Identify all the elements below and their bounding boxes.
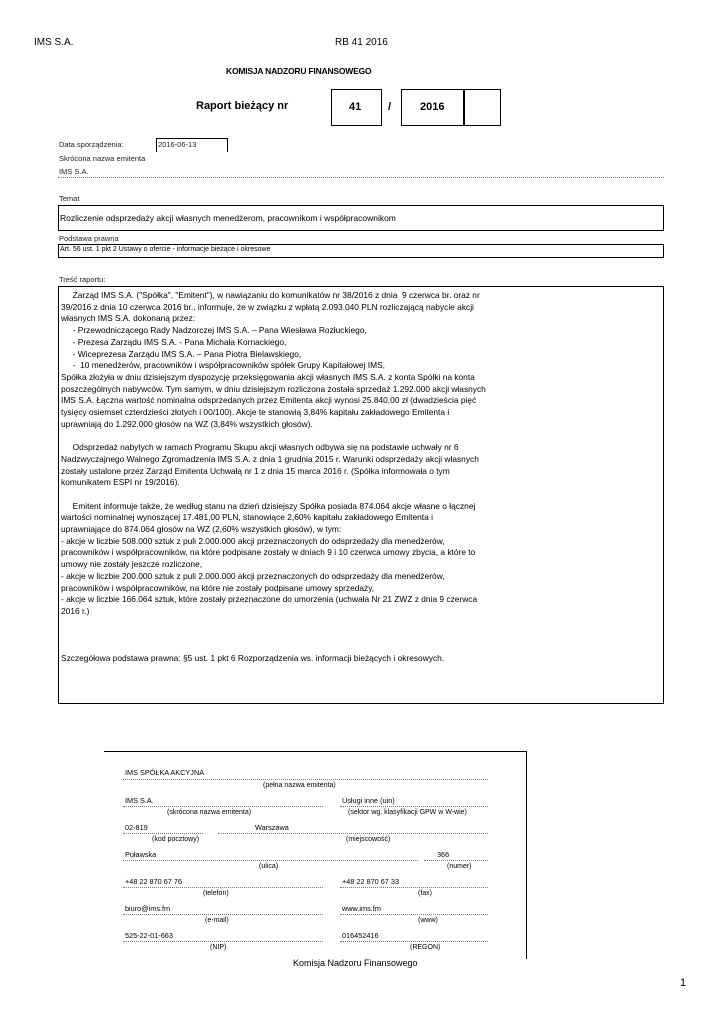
- content-line: tysięcy osiemset czterdzieści złotych i 00/100). Akcje te stanowią 3,84% kapitału zakładowego Emitenta i: [61, 407, 450, 418]
- postal-code-label: (kod pocztowy): [152, 836, 200, 843]
- fax-label: (fax): [418, 890, 432, 897]
- content-line: IMS S.A. Łączna wartość nominalna odsprzedanych przez Emitenta akcji wynosi 25.840,00 zł (dwadzieścia pięć: [61, 395, 477, 406]
- report-empty-box: [464, 89, 501, 126]
- dotted-line: [340, 941, 488, 942]
- content-line: wartości nominalnej wynoszącej 17.481,00 PLN, stanowiące 2,60% kapitału zakładowego Emitenta i: [61, 512, 433, 523]
- regon-value: 016452416: [342, 931, 379, 940]
- content-line: - akcje w liczbie 166.064 sztuk, które zostały przeznaczone do umorzenia (uchwała Nr 21 ZWZ z dnia 9 czerwca: [61, 594, 478, 605]
- dotted-line: [123, 887, 323, 888]
- email-label: (e-mail): [205, 917, 229, 924]
- content-line: uprawniają do 1.292.000 głosów na WZ (3,84% wszystkich głosów).: [61, 418, 313, 429]
- dotted-line: [123, 941, 323, 942]
- street-number-label: (numer): [447, 863, 472, 870]
- dotted-line: [123, 914, 323, 915]
- legal-basis-value: Art. 56 ust. 1 pkt 2 Ustawy o ofercie - informacje bieżące i okresowe: [60, 246, 271, 253]
- dotted-line: [123, 779, 488, 780]
- footer-right-rule: [526, 751, 527, 959]
- fax-value: +48 22 870 67 33: [342, 877, 400, 886]
- content-line: - 10 menedżerów, pracowników i współpracowników spółek Grupy Kapitałowej IMS,: [61, 360, 385, 371]
- content-line: Zarząd IMS S.A. ("Spółka", "Emitent"), w nawiązaniu do komunikatów nr 38/2016 z dnia 9 czerwca br. oraz nr: [61, 290, 480, 300]
- issuer-short-value: IMS S.A.: [59, 167, 89, 176]
- footer-top-rule: [104, 751, 527, 752]
- dotted-line: [340, 806, 488, 807]
- legal-detail: Szczegółowa podstawa prawna: §5 ust. 1 pkt 6 Rozporządzenia ws. informacji bieżących i okresowych.: [61, 652, 445, 663]
- full-name-label: (pełna nazwa emitenta): [263, 782, 336, 789]
- content-line: Nadzwyczajnego Walnego Zgromadzenia IMS S.A. z dnia 1 grudnia 2015 r. Warunki odsprzedaży akcji własnych: [61, 453, 479, 464]
- legal-basis-label: Podstawa prawna: [59, 234, 119, 243]
- short-name-value: IMS S.A.: [125, 796, 154, 805]
- www-value: www.ims.fm: [342, 904, 381, 913]
- content-line: 2016 r.): [61, 605, 90, 616]
- content-line: zostały ustalone przez Zarząd Emitenta Uchwałą nr 1 z dnia 15 marca 2016 r. (Spółka informowała o tym: [61, 465, 450, 476]
- header-company: IMS S.A.: [34, 37, 74, 48]
- report-label: Raport bieżący nr: [196, 100, 289, 112]
- content-line: - Przewodniczącego Rady Nadzorczej IMS S.A. – Pana Wiesława Rozłuckiego,: [61, 325, 367, 336]
- street-label: (ulica): [259, 863, 279, 870]
- nip-label: (NIP): [210, 944, 227, 951]
- dotted-line: [123, 833, 203, 834]
- page-number: 1: [680, 977, 687, 989]
- content-line: pracowników i współpracowników, na które nie zostały podpisane umowy sprzedaży,: [61, 582, 375, 593]
- phone-value: +48 22 870 67 76: [125, 877, 183, 886]
- dotted-line: [340, 887, 488, 888]
- report-content-box: [58, 286, 664, 704]
- content-line: Emitent informuje także, że według stanu na dzień dzisiejszy Spółka posiada 874.064 akcje własne o łącznej: [61, 500, 476, 511]
- content-line: Odsprzedaż nabytych w ramach Programu Skupu akcji własnych odbywa się na podstawie uchwały nr 6: [61, 442, 459, 453]
- street-value: Puławska: [125, 850, 157, 859]
- phone-label: (telefon): [203, 890, 229, 897]
- city-label: (miejscowość): [346, 836, 391, 843]
- report-slash: /: [388, 101, 392, 113]
- header-report-ref: RB 41 2016: [335, 37, 388, 48]
- dotted-line: [123, 860, 418, 861]
- content-line: komunikatem ESPI nr 19/2016).: [61, 477, 180, 488]
- email-value: biuro@ims.fm: [125, 904, 171, 913]
- content-line: własnych IMS S.A. dokonaną przez:: [61, 313, 196, 324]
- report-number: 41: [349, 101, 362, 113]
- divider: [58, 177, 664, 178]
- topic-label: Temat: [59, 194, 80, 203]
- full-name-value: IMS SPÓŁKA AKCYJNA: [125, 768, 205, 777]
- commission-title: KOMISJA NADZORU FINANSOWEGO: [226, 66, 372, 76]
- dotted-line: [424, 860, 488, 861]
- street-number-value: 366: [437, 850, 450, 859]
- date-value: 2016-06-13: [158, 140, 197, 149]
- content-line: 39/2016 z dnia 10 czerwca 2016 br., informuje, że w związku z wpłatą 2.093.040 PLN rozliczającą nabycie akcji: [61, 301, 474, 312]
- issuer-short-label: Skrócona nazwa emitenta: [59, 154, 146, 163]
- content-line: uprawniające do 874.064 głosów na WZ (2,60% wszystkich głosów), w tym:: [61, 524, 342, 535]
- content-label: Treść raportu:: [59, 275, 106, 284]
- content-line: Spółka złożyła w dniu dzisiejszym dyspozycję przeksięgowania akcji własnych IMS S.A. z konta Spółki na konta: [61, 371, 475, 382]
- dotted-line: [340, 914, 488, 915]
- content-line: pracowników i współpracowników, na które podpisane zostały w dniach 9 i 10 czerwca umowy zbycia, a które to: [61, 547, 476, 558]
- content-line: - Wiceprezesa Zarządu IMS S.A. – Pana Piotra Bielawskiego,: [61, 348, 302, 359]
- postal-code-value: 02-819: [125, 823, 148, 832]
- nip-value: 525-22-01-663: [125, 931, 173, 940]
- content-line: poszczególnych nabywców. Tym samym, w dniu dzisiejszym rozliczona została sprzedaż 1.292.000 akcji własnych: [61, 383, 486, 394]
- sector-label: (sektor wg. klasyfikacji GPW w W-wie): [348, 809, 467, 816]
- content-line: - akcje w liczbie 508.000 sztuk z puli 2.000.000 akcji przeznaczonych do odsprzedaży dla menedżerów,: [61, 535, 445, 546]
- www-label: (www): [418, 917, 438, 924]
- footer-commission-caption: Komisja Nadzoru Finansowego: [293, 958, 418, 968]
- short-name-label: (skrócona nazwa emitenta): [167, 809, 252, 816]
- content-line: umowy nie zostały jeszcze rozliczone,: [61, 559, 203, 570]
- content-line: - Prezesa Zarządu IMS S.A. - Pana Michała Kornackiego,: [61, 336, 287, 347]
- sector-value: Usługi inne (uin): [342, 796, 395, 805]
- content-line: - akcje w liczbie 200.000 sztuk z puli 2.000.000 akcji przeznaczonych do odsprzedaży dla menedżerów,: [61, 570, 445, 581]
- city-value: Warszawa: [255, 823, 289, 832]
- date-label: Data sporządzenia:: [59, 140, 124, 149]
- topic-value: Rozliczenie odsprzedaży akcji własnych menedżerom, pracownikom i współpracownikom: [60, 213, 396, 223]
- dotted-line: [218, 833, 488, 834]
- dotted-line: [123, 806, 323, 807]
- regon-label: (REGON): [410, 944, 441, 951]
- report-year: 2016: [420, 101, 445, 113]
